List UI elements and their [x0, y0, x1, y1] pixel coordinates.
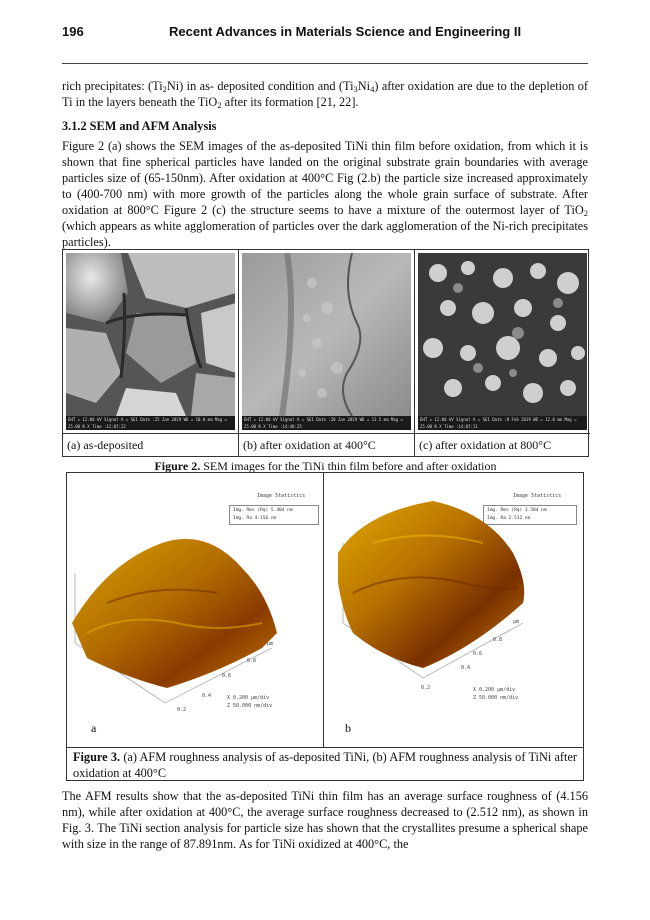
sem-image-c: [418, 253, 587, 430]
afm-b-tick-1: 0.2: [421, 685, 431, 691]
figure-2-caption: Figure 2. SEM images for the TiNi thin film before and after oxidation: [154, 459, 497, 473]
sem-image-b-cell: [239, 250, 415, 433]
sem-info-bar-a: EHT = 12.00 kV Signal A = SE1 Date :25 Jan 2019 WD = 10.0 mm Mag = 25.00 K X Time :12:07:22: [66, 416, 235, 430]
sem-info-bar-c: EHT = 12.00 kV Signal A = SE1 Date :8 Feb 2019 WD = 12.0 mm Mag = 25.00 K X Time :14:07:11: [418, 416, 587, 430]
page-number: 196: [62, 24, 84, 39]
afm-a-ra: Img. Ra 4.156 nm: [233, 516, 277, 521]
afm-a-scale-z: Z 50.000 nm/div: [227, 703, 273, 709]
afm-a-label: a: [91, 721, 97, 735]
sem-caption-a: (a) as-deposited: [63, 433, 239, 456]
sem-image-a-cell: [63, 250, 239, 433]
afm-a-scale-x: X 0.200 µm/div: [227, 695, 270, 701]
paragraph-sem-analysis: Figure 2 (a) shows the SEM images of the as-deposited TiNi thin film before oxidation, from which it is shown that fine spherical particles have landed on the original substrate grain boundaries with average particles size of (65-150nm). After oxidation at 400°C Fig (2.b) the particle size increased approximately to (400-700 nm) with more growth of the particles along the whole grain surface of substrate. After oxidation at 800°C Figure 2 (c) the structure seems to have a mixture of the outermost layer of TiO$_2$ (which appears as white agglomeration of particles over the dark agglomeration of the Ni-rich precipitates particles).: [62, 139, 588, 249]
section-heading: 3.1.2 SEM and AFM Analysis: [62, 119, 217, 133]
afm-a-surface: [67, 473, 323, 747]
figure-2-table: [62, 249, 589, 457]
afm-b-rms: Img. Rms (Rq) 3.504 nm: [487, 508, 547, 513]
afm-b-tick-4: 0.8: [493, 637, 503, 643]
afm-panel-b: [323, 473, 583, 747]
afm-a-tick-3: 0.6: [222, 673, 232, 679]
afm-a-stats-title: Image Statistics: [257, 493, 306, 499]
sem-image-a: [66, 253, 235, 430]
page-header: [62, 24, 590, 44]
afm-b-scale-z: Z 50.000 nm/div: [473, 695, 519, 701]
afm-a-tick-unit: µm: [267, 641, 274, 647]
sem-info-bar-b: EHT = 12.00 kV Signal A = SE1 Date :20 Jan 2019 WD = 11.5 mm Mag = 25.00 K X Time :14:40:25: [242, 416, 411, 430]
afm-b-ra: Img. Ra 2.512 nm: [487, 516, 531, 521]
afm-panel-a: [67, 473, 323, 747]
afm-a-tick-2: 0.4: [202, 693, 212, 699]
afm-b-tick-2: 0.4: [461, 665, 471, 671]
afm-b-tick-3: 0.6: [473, 651, 483, 657]
afm-a-tick-1: 0.2: [177, 707, 187, 713]
paragraph-afm-results: The AFM results show that the as-deposited TiNi thin film has an average surface roughness of (4.156 nm), while after oxidation at 400°C, the average surface roughness decreased to (2.512 nm), as shown in Fig. 3. The TiNi section analysis for particle size has shown that the crystallites presume a spherical shape with size in the range of 87.891nm. As for TiNi oxidized at 400°C, the: [62, 789, 588, 851]
paragraph-precipitates: rich precipitates: $(Ti_2Ni)$ in as- deposited condition and $(Ti_3Ni_4)$ after oxidation are due to the depletion of Ti in the layers beneath the TiO$_2$ after its formation [21, 22].: [62, 79, 588, 110]
afm-b-tick-unit: µm: [513, 619, 520, 625]
afm-b-label: b: [345, 721, 351, 735]
afm-b-scale-x: X 0.200 µm/div: [473, 687, 516, 693]
sem-caption-b: (b) after oxidation at 400°C: [239, 433, 415, 456]
header-rule: [62, 63, 588, 64]
afm-b-surface: [323, 473, 583, 747]
afm-a-tick-4: 0.8: [247, 658, 257, 664]
afm-b-stats-title: Image Statistics: [513, 493, 562, 499]
sem-image-c-cell: [415, 250, 590, 433]
figure-3-caption: Figure 3. (a) AFM roughness analysis of as-deposited TiNi, (b) AFM roughness analysis of TiNi after oxidation at 400°C: [66, 747, 584, 781]
afm-a-rms: Img. Rms (Rq) 5.404 nm: [233, 508, 293, 513]
sem-image-b: [242, 253, 411, 430]
figure-3-box: [66, 472, 584, 748]
journal-title: Recent Advances in Materials Science and Engineering II: [169, 24, 522, 39]
sem-caption-c: (c) after oxidation at 800°C: [415, 433, 590, 456]
